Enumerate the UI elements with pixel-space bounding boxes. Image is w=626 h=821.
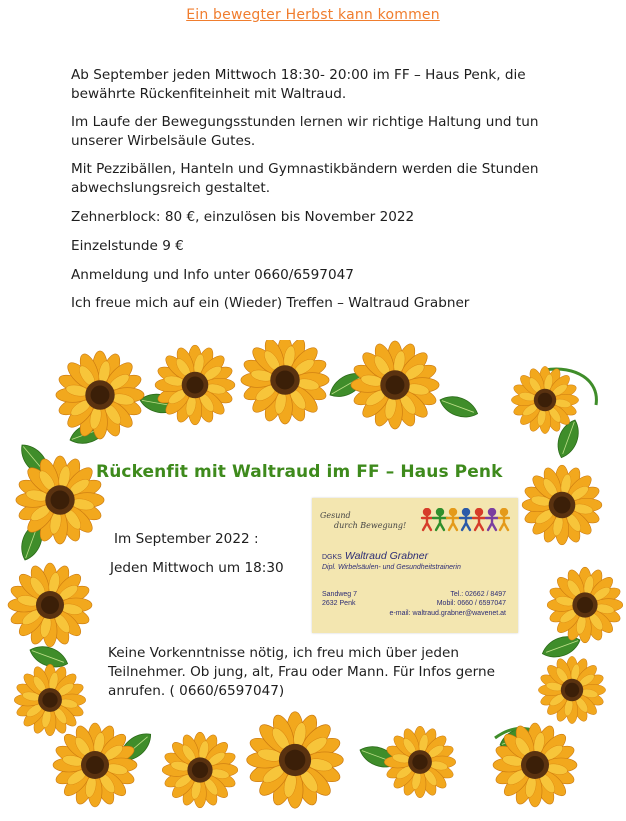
card-tel: Tel.: 02662 / 8497: [450, 591, 506, 598]
posture-paragraph: Im Laufe der Bewegungsstunden lernen wir richtige Haltung und tun unserer Wirbelsäule Gutes.: [71, 114, 539, 149]
card-mobil: Mobil: 0660 / 6597047: [436, 600, 506, 607]
price-single-line: Einzelstunde 9 €: [71, 238, 184, 254]
flyer-time-line: Jeden Mittwoch um 18:30: [110, 560, 284, 576]
flyer-title: Rückenfit mit Waltraud im FF – Haus Penk: [96, 462, 503, 482]
price-block-line: Zehnerblock: 80 €, einzulösen bis November 2022: [71, 209, 415, 225]
intro-paragraph: Ab September jeden Mittwoch 18:30- 20:00 im FF – Haus Penk, die bewährte Rückenfiteinheit mit Waltraud.: [71, 67, 526, 102]
closing-line: Ich freue mich auf ein (Wieder) Treffen – Waltraud Grabner: [71, 295, 470, 311]
card-email: e-mail: waltraud.grabner@wavenet.at: [389, 610, 506, 617]
registration-line: Anmeldung und Info unter 0660/6597047: [71, 267, 354, 283]
flyer-date-line: Im September 2022 :: [114, 531, 259, 547]
card-street: Sandweg 7: [322, 591, 358, 598]
flyer-note: Keine Vorkenntnisse nötig, ich freu mich über jeden Teilnehmer. Ob jung, alt, Frau oder Mann. Für Infos gerne anrufen. ( 0660/6597047): [108, 645, 495, 699]
card-name: DGKS Waltraud Grabner: [322, 550, 429, 562]
business-card: [312, 498, 518, 633]
card-slogan: Gesund durch Bewegung!: [320, 511, 407, 530]
card-town: 2632 Penk: [322, 600, 356, 607]
page-headline: Ein bewegter Herbst kann kommen: [186, 7, 440, 23]
card-subtitle: Dipl. Wirbelsäulen- und Gesundheitstrainerin: [322, 564, 461, 571]
people-chain-icon: [420, 508, 510, 532]
equipment-paragraph: Mit Pezzibällen, Hanteln und Gymnastikbändern werden die Stunden abwechslungsreich gestaltet.: [71, 161, 539, 196]
